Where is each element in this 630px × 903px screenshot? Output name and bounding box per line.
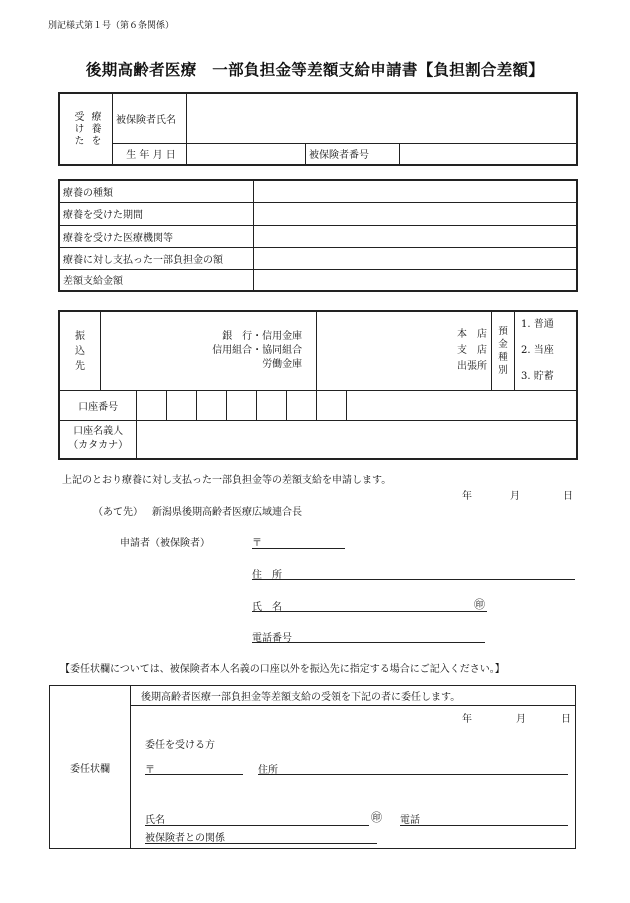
recipient-label: 委任を受ける方 [145,740,215,751]
branch-types: 本 店 支 店 出張所 [457,329,487,372]
delegation-postal-mark: 〒 [145,765,155,776]
delegation-postal-line[interactable] [145,774,243,775]
transfer-label-text: 振込先 [75,330,85,372]
account-digit-2[interactable] [167,391,197,421]
delegation-body [131,706,576,849]
account-digit-3[interactable] [197,391,227,421]
deposit-option-current[interactable]: 2. 当座 [521,345,554,356]
transfer-label [59,311,101,391]
deposit-option-savings[interactable]: 3. 貯蓄 [521,371,554,382]
care-type-label: 療養の種類 [59,180,254,202]
bank-types: 銀 行・信用金庫 信用組合・協同組合 労働金庫 [212,331,303,370]
number-field[interactable] [400,143,578,165]
care-table [58,179,578,292]
bank-table [58,310,578,460]
copay-amount-field[interactable] [254,247,578,269]
side-label-received: 受けた [72,111,83,147]
address-line[interactable] [252,579,575,580]
account-digit-4[interactable] [227,391,257,421]
delegation-month-label: 月 [516,714,526,725]
day-label: 日 [563,491,573,502]
account-name-label-text: 口座名義人 [73,426,124,438]
delegation-phone-line[interactable] [400,825,568,826]
care-facility-label: 療養を受けた医療機関等 [59,225,254,247]
dob-field[interactable] [187,143,306,165]
applicant-label: 申請者（被保険者） [120,538,210,549]
delegation-statement: 後期高齢者医療一部負担金等差額支給の受領を下記の者に委任します。 [131,686,576,706]
patient-side-label [59,93,113,165]
seal-mark: ㊞ [474,598,485,611]
account-digit-5[interactable] [257,391,287,421]
addressee-name: 新潟県後期高齢者医療広域連合長 [152,507,302,518]
delegation-phone-label: 電話 [400,815,420,826]
dob-label: 生 年 月 日 [113,143,187,165]
name-label: 被保険者氏名 [113,93,187,143]
postal-code-line[interactable] [252,548,345,549]
delegation-day-label: 日 [561,714,571,725]
account-digit-7[interactable] [317,391,347,421]
account-digit-1[interactable] [137,391,167,421]
care-type-field[interactable] [254,180,578,202]
applicant-name-label: 氏 名 [252,602,282,613]
page-title: 後期高齢者医療 一部負担金等差額支給申請書【負担割合差額】 [85,60,545,79]
delegation-seal-mark: ㊞ [371,811,382,824]
delegation-note: 【委任状欄については、被保険者本人名義の口座以外を振込先に指定する場合にご記入ください。】 [60,664,505,675]
delegation-name-line[interactable] [145,825,369,826]
patient-table [58,92,578,166]
phone-line[interactable] [252,642,485,643]
relation-label: 被保険者との関係 [145,833,225,844]
care-period-field[interactable] [254,202,578,225]
address-label: 住 所 [252,570,282,581]
care-facility-field[interactable] [254,225,578,247]
branch-name-field[interactable] [317,311,492,391]
delegation-address-label: 住所 [258,765,278,776]
phone-label: 電話番号 [252,633,292,644]
applicant-name-line[interactable] [252,611,487,612]
account-number-label: 口座番号 [59,391,137,421]
account-name-kana-label: （カタカナ） [68,440,129,452]
difference-amount-field[interactable] [254,269,578,291]
deposit-option-ordinary[interactable]: 1. 普通 [521,319,554,330]
difference-amount-label: 差額支給金額 [59,269,254,291]
care-period-label: 療養を受けた期間 [59,202,254,225]
bank-name-field[interactable] [101,311,317,391]
delegation-year-label: 年 [462,714,472,725]
declaration-text: 上記のとおり療養に対し支払った一部負担金等の差額支給を申請します。 [62,475,392,486]
copay-amount-label: 療養に対し支払った一部負担金の額 [59,247,254,269]
name-field[interactable] [187,93,578,143]
delegation-address-line[interactable] [258,774,568,775]
delegation-name-label: 氏名 [145,815,165,826]
form-number: 別記様式第１号（第６条関係） [48,21,175,31]
delegation-side-label: 委任状欄 [50,686,131,849]
account-digit-6[interactable] [287,391,317,421]
deposit-type-options[interactable] [515,311,578,391]
postal-mark: 〒 [252,538,262,549]
deposit-type-label [492,311,515,391]
number-label: 被保険者番号 [306,143,400,165]
account-name-field[interactable] [137,421,577,459]
month-label: 月 [510,491,520,502]
account-name-label [59,421,137,459]
side-label-care: 療養を [89,111,100,147]
deposit-type-label-text: 預金種別 [498,326,508,376]
account-number-blank [347,391,577,421]
relation-line[interactable] [145,843,377,844]
year-label: 年 [462,491,472,502]
addressee-label: （あて先） [93,507,143,518]
